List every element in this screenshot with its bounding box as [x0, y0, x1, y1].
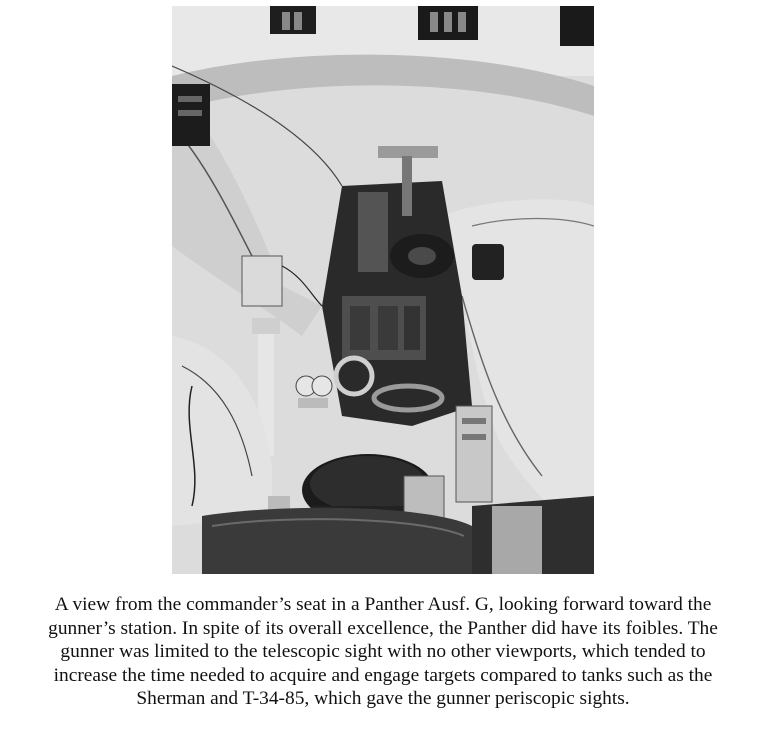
caption-line: Sherman and T-34-85, which gave the gunner periscopic sights. [136, 688, 630, 709]
photo-illustration [172, 6, 594, 574]
caption-line: gunner’s station. In spite of its overall excellence, the Panther did have its foibles. The [48, 617, 718, 639]
vent-block-right [560, 6, 594, 46]
commander-seat-edge [202, 508, 472, 574]
vent-block-left [270, 6, 316, 34]
caption-line: A view from the commander’s seat in a Panther Ausf. G, looking forward toward the [54, 594, 712, 615]
sight-housing [358, 192, 388, 272]
handle-box [472, 244, 504, 280]
figure-caption [0, 593, 766, 711]
caption-line: gunner was limited to the telescopic sight with no other viewports, which tended to [60, 641, 706, 662]
tank-interior-photo [172, 6, 594, 574]
caption-line: increase the time needed to acquire and engage targets compared to tanks such as the [53, 664, 713, 686]
